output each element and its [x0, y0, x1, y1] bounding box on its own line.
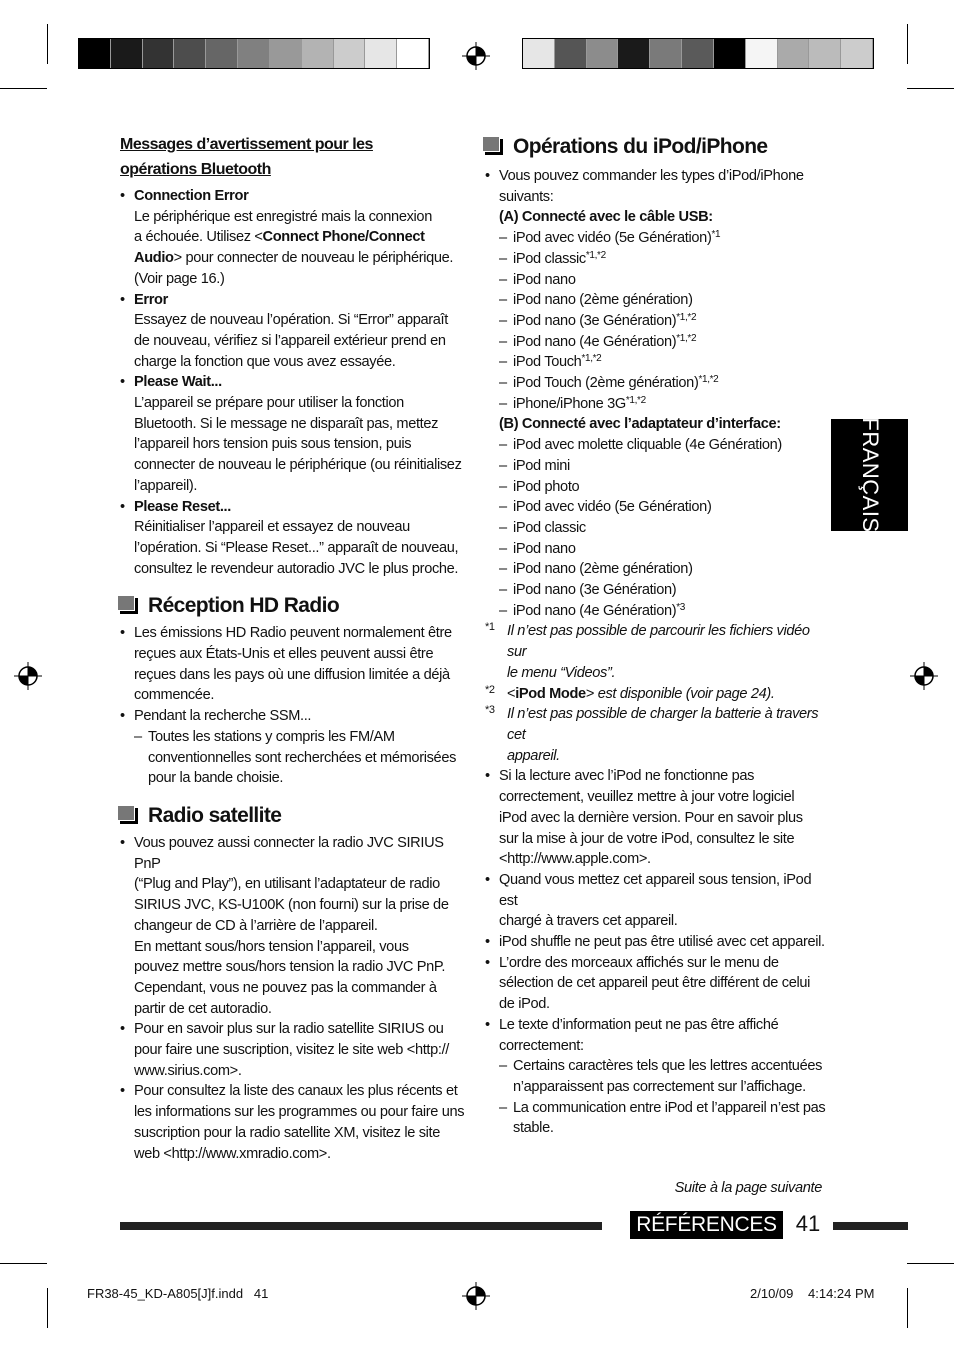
color-swatch — [746, 39, 778, 68]
footnote-1: *1 Il n’est pas possible de parcourir les fichiers vidéo sur le menu “Videos”. — [485, 621, 810, 681]
color-swatch — [587, 39, 619, 68]
crop-mark — [907, 1263, 954, 1264]
section-label: RÉFÉRENCES — [630, 1211, 783, 1239]
ipod-operations-heading: Opérations du iPod/iPhone — [485, 134, 830, 160]
registration-target-icon — [462, 42, 490, 70]
color-swatch — [618, 39, 650, 68]
color-swatch — [555, 39, 587, 68]
footnote-2: *2 <iPod Mode> est disponible (voir page 24). — [485, 683, 775, 702]
color-swatch — [302, 39, 334, 68]
please-reset-item: • Please Reset... Réinitialiser l’appareil et essayez de nouveau l’opération. Si “Please Reset...” apparaît de nouveau, consultez le revendeur autoradio JVC le plus proche. — [120, 497, 465, 580]
crop-mark — [0, 1263, 47, 1264]
ipod-note-item: • Si la lecture avec l’iPod ne fonctionne pas correctement, veuillez mettre à jour votre logiciel iPod avec la dernière version. Pour en savoir plus sur la mise à jour de votre iPod, consultez le site <http://www.apple.com>. — [485, 766, 830, 870]
warning-messages-heading: Messages d’avertissement pour les opérations Bluetooth — [120, 136, 373, 178]
color-swatch — [238, 39, 270, 68]
color-swatch — [111, 39, 143, 68]
crop-mark — [47, 1288, 48, 1328]
left-column — [120, 132, 465, 1164]
print-time: 4:14:24 PM — [808, 1286, 875, 1301]
color-swatch — [682, 39, 714, 68]
right-column — [485, 134, 830, 1139]
satellite-radio-heading: Radio satellite — [120, 803, 465, 829]
ipod-note-item: • iPod shuffle ne peut pas être utilisé avec cet appareil. — [485, 932, 830, 953]
ipod-note-item: • Le texte d’information peut ne pas être affiché correctement: – Certains caractères tels que les lettres accentuées n’apparaissent pas correctement sur l’affichage. – La communication entre iPod et l’appareil n’est pas stable. — [485, 1015, 830, 1139]
satellite-radio-item: • Pour en savoir plus sur la radio satellite SIRIUS ou pour faire une suscription, visitez le site web <http:// www.sirius.com>. — [120, 1019, 465, 1081]
color-swatch — [650, 39, 682, 68]
color-swatch — [365, 39, 397, 68]
ipod-note-item: • L’ordre des morceaux affichés sur le menu de sélection de cet appareil peut être différent de celui de iPod. — [485, 953, 830, 1015]
crop-mark — [47, 24, 48, 64]
section-square-icon — [485, 139, 503, 155]
crop-mark — [907, 88, 954, 89]
color-swatch — [334, 39, 366, 68]
satellite-radio-item: • Vous pouvez aussi connecter la radio JVC SIRIUS PnP (“Plug and Play”), en utilisant l’adaptateur de radio SIRIUS JVC, KS-U100K (non fourni) sur la prise de changeur de CD à l’arrière de l’appareil. En mettant sous/hors tension l’appareil, vous pouvez mettre sous/hors tension la radio JVC PnP. Cependant, vous ne pouvez pas la commander à partir de cet autoradio. — [120, 833, 465, 1019]
print-date: 2/10/09 — [750, 1286, 794, 1301]
hd-radio-item: • Les émissions HD Radio peuvent normalement être reçues aux États-Unis et elles peuvent aussi être reçues dans les pays où une diffusion limitée a déjà commencée. — [120, 623, 465, 706]
registration-target-icon — [462, 1282, 490, 1310]
section-square-icon — [120, 808, 138, 824]
ipod-note-item: • Quand vous mettez cet appareil sous tension, iPod est chargé à travers cet appareil. — [485, 870, 830, 932]
registration-target-icon — [910, 662, 938, 690]
crop-mark — [0, 88, 47, 89]
grayscale-calibration-bar — [78, 38, 430, 69]
color-swatch — [809, 39, 841, 68]
section-square-icon — [120, 598, 138, 614]
file-name: FR38-45_KD-A805[J]f.indd 41 — [87, 1286, 269, 1301]
footnote-3: *3 Il n’est pas possible de charger la batterie à travers cet appareil. — [485, 704, 819, 764]
error-item: • Error Essayez de nouveau l’opération. Si “Error” apparaît de nouveau, vérifiez si l’appareil extérieur prend en charge la fonction que vous avez essayée. — [120, 290, 465, 373]
color-calibration-bar — [522, 38, 874, 69]
color-swatch — [270, 39, 302, 68]
color-swatch — [174, 39, 206, 68]
color-swatch — [79, 39, 111, 68]
continued-note: Suite à la page suivante — [674, 1180, 822, 1196]
ipod-types-item: • Vous pouvez commander les types d’iPod/iPhone suivants: (A) Connecté avec le câble USB: – iPod avec vidéo (5e Génération)$^{*1}$ – iPod classic$^{*1,*2}$ – iPod nano – iPod nano (2ème génération) – iPod nano (3e Génération)$^{*1,*2}$ – iPod nano (4e Génération)$^{*1,*2}$ – iPod Touch$^{*1,*2}$ – iPod Touch (2ème génération)$^{*1,*2}$ – iPhone/iPhone $3G^{*1,*2}$ (B) Connecté avec l’adaptateur d’interface: – iPod avec molette cliquable (4e Génération) – iPod mini – iPod photo – iPod avec vidéo (5e Génération) – iPod classic – iPod nano – iPod nano (2ème génération) – iPod nano (3e Génération) – iPod nano (4e Génération)$^{*3}$ — [485, 166, 830, 621]
language-side-tab: FRANÇAIS — [831, 419, 908, 531]
color-swatch — [841, 39, 873, 68]
footer-rule — [120, 1222, 602, 1230]
color-swatch — [778, 39, 810, 68]
hd-radio-heading: Réception HD Radio — [120, 593, 465, 619]
color-swatch — [206, 39, 238, 68]
page-number: 41 — [795, 1211, 821, 1236]
registration-target-icon — [14, 662, 42, 690]
connection-error-item: • Connection Error Le périphérique est enregistré mais la connexion a échouée. Utilisez <Connect Phone/Connect Audio> pour connecter de nouveau le périphérique. (Voir page 16.) — [120, 186, 465, 290]
crop-mark — [907, 24, 908, 64]
color-swatch — [397, 39, 429, 68]
crop-mark — [907, 1288, 908, 1328]
hd-radio-item: • Pendant la recherche SSM... – Toutes les stations y compris les FM/AM conventionnelles sont recherchées et mémorisées pour la bande choisie. — [120, 706, 465, 789]
color-swatch — [523, 39, 555, 68]
color-swatch — [143, 39, 175, 68]
please-wait-item: • Please Wait... L’appareil se prépare pour utiliser la fonction Bluetooth. Si le message ne disparaît pas, mettez l’appareil hors tension puis sous tension, puis connecter de nouveau le périphérique (ou réinitialisez l’appareil). — [120, 372, 465, 496]
satellite-radio-item: • Pour consultez la liste des canaux les plus récents et les informations sur les programmes ou pour faire uns suscription pour la radio satellite XM, visitez le site web <http://www.xmradio.com>. — [120, 1081, 465, 1164]
footer-rule — [833, 1222, 908, 1230]
color-swatch — [714, 39, 746, 68]
